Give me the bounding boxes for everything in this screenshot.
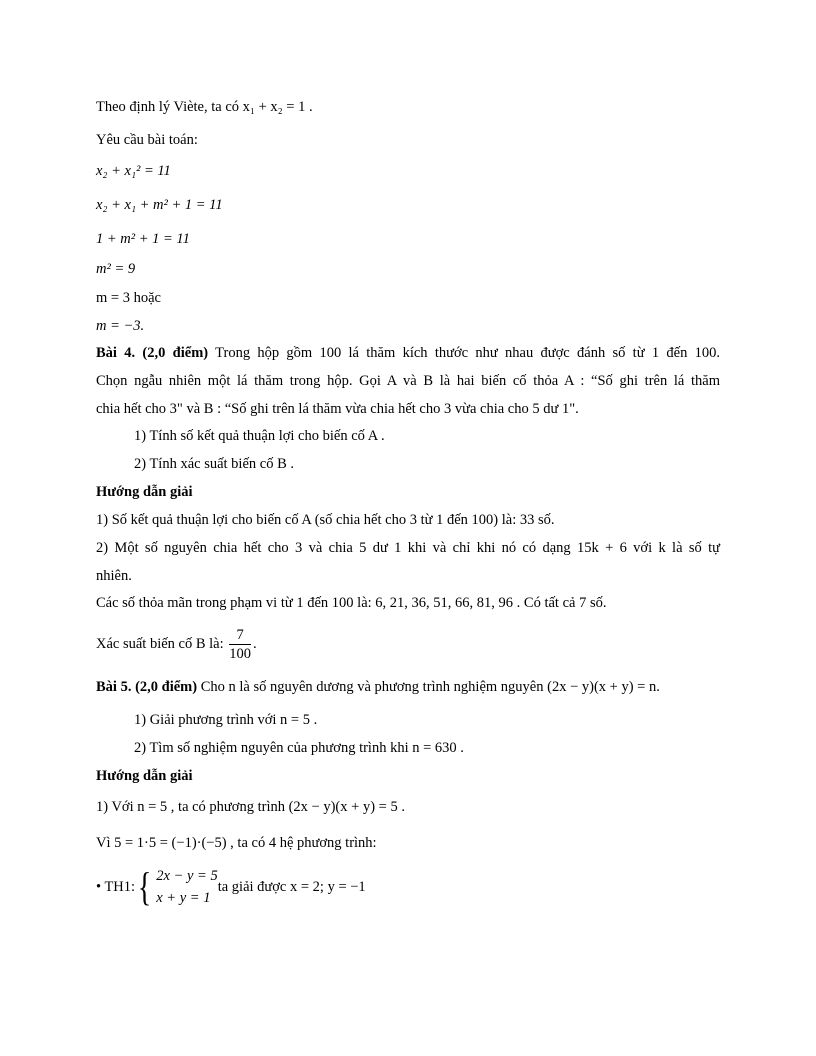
equation-line: x₂ + x₁² = 11	[96, 163, 171, 179]
fraction-denominator: 100	[229, 646, 252, 663]
bai5-answer-1: 1) Với n = 5 , ta có phương trình (2x − y)(x + y) = 5 .	[96, 799, 405, 815]
fraction-numerator: 7	[229, 626, 251, 645]
equation-line: x₂ + x₁ + m² + 1 = 11	[96, 197, 223, 213]
bai4-guide-heading: Hướng dẫn giải	[96, 484, 193, 500]
bai5-intro: Bài 5. (2,0 điểm) Cho n là số nguyên dương và phương trình nghiệm nguyên (2x − y)(x + y) = n.	[96, 679, 660, 695]
bai4-text: chia hết cho 3" và B : “Số ghi trên lá thăm vừa chia hết cho 3 vừa chia cho 5 dư 1".	[96, 401, 579, 417]
bai4-answer-2: 2) Một số nguyên chia hết cho 3 và chia 5 dư 1 khi và chỉ khi nó có dạng 15k + 6 với k là số tự	[96, 540, 720, 556]
viete-line: Theo định lý Viète, ta có x₁ + x₂ = 1 .	[96, 99, 313, 115]
bai5-question-1: 1) Giải phương trình với n = 5 .	[134, 712, 318, 728]
bai5-guide-heading: Hướng dẫn giải	[96, 768, 193, 784]
bai4-answer-1: 1) Số kết quả thuận lợi cho biến cố A (số chia hết cho 3 từ 1 đến 100) là: 33 số.	[96, 512, 555, 528]
bai5-case-1: • TH1: { 2x − y = 5 x + y = 1 ta giải được x = 2; y = −1	[96, 863, 366, 909]
bai4-probability: Xác suất biến cố B là: $\frac{7}{100}$ .	[96, 627, 257, 663]
bai4-question-1: 1) Tính số kết quả thuận lợi cho biến cố A .	[134, 428, 385, 444]
bai4-intro: Bài 4. (2,0 điểm) Trong hộp gồm 100 lá thăm kích thước như nhau được đánh số từ 1 đến 100.	[96, 345, 721, 361]
requirement-line: Yêu cầu bài toán:	[96, 132, 198, 148]
equation-line: 1 + m² + 1 = 11	[96, 231, 190, 247]
bai4-question-2: 2) Tính xác suất biến cố B .	[134, 456, 295, 472]
equation-system: 2x − y = 5 x + y = 1	[156, 867, 218, 906]
bai4-title: Bài 4. (2,0 điểm)	[96, 345, 209, 361]
bai4-answer-3: Các số thỏa mãn trong phạm vi từ 1 đến 100 là: 6, 21, 36, 51, 66, 81, 96 . Có tất cả 7 số.	[96, 595, 607, 611]
system-brace: {	[137, 863, 152, 909]
equation-line: m² = 9	[96, 261, 136, 277]
equation-line: m = 3 hoặc	[96, 290, 161, 306]
bai5-question-2: 2) Tìm số nghiệm nguyên của phương trình khi n = 630 .	[134, 740, 464, 756]
bai4-answer-2-cont: nhiên.	[96, 568, 132, 584]
bai5-answer-2: Vì 5 = 1·5 = (−1)·(−5) , ta có 4 hệ phương trình:	[96, 835, 377, 851]
probability-fraction	[229, 626, 251, 663]
bai4-text: Chọn ngẫu nhiên một lá thăm trong hộp. Gọi A và B là hai biến cố thỏa A : “Số ghi trên lá thăm	[96, 373, 720, 389]
bai5-title: Bài 5. (2,0 điểm)	[96, 679, 198, 695]
equation-line: m = −3.	[96, 318, 145, 334]
